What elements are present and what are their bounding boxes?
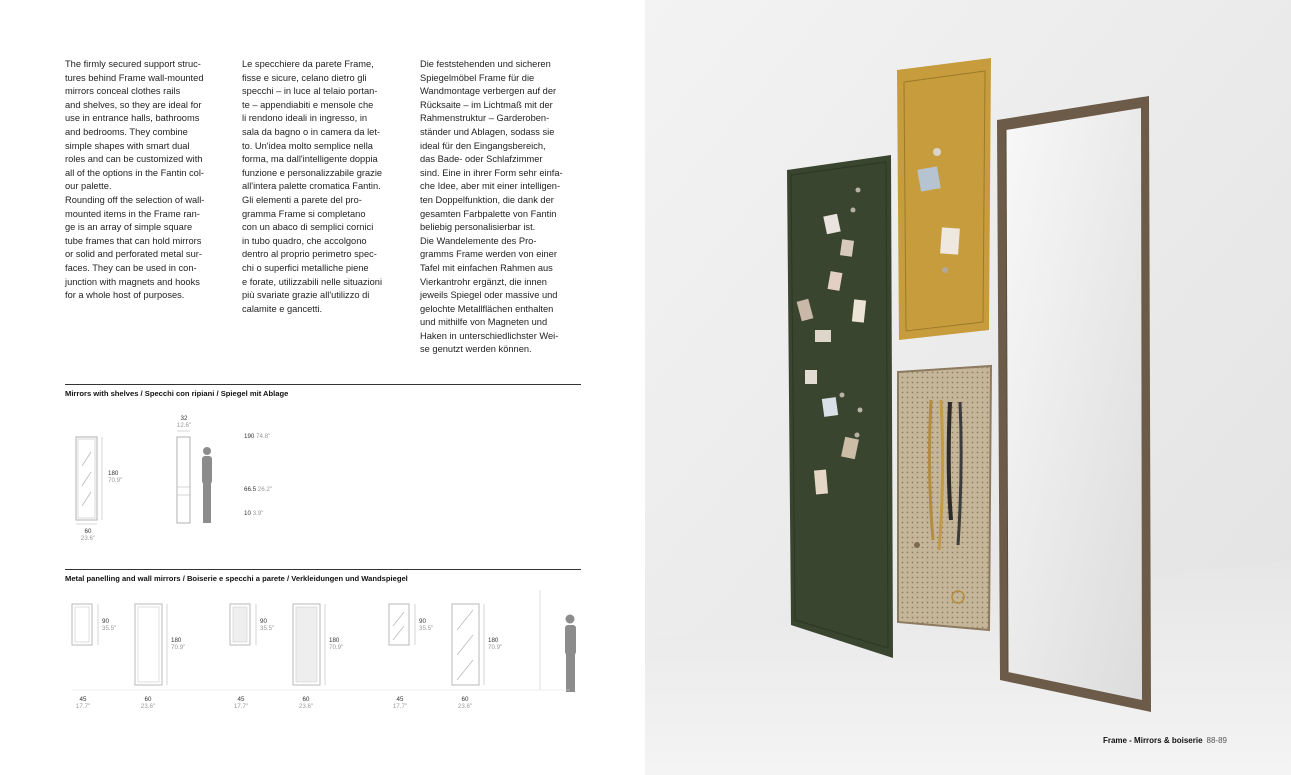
dim-tall-w-2: 60 23.6" <box>298 696 314 710</box>
text-german: Die feststehenden und sicheren Spiegelmöbel Frame für die Wandmontage verbergen auf der Rücksaite – im Lichtmaß mit der Rahmenstruktur – Garderoben- ständer und Ablagen, sodass sie ideal für den Eingangsbereich, das Bade- oder Schlafzimmer sind. Eine in ihrer Form sehr einfa- che Idee, aber mit einer intelligen- ten Doppelfunktion, die dank der gesamten Farbpalette von Fantin beliebig personalisierbar ist. Die Wandelemente des Pro- gramms Frame werden von einer Tafel mit einfachen Rahmen aus Vierkantrohr ergänzt, die innen jeweils Spiegel oder massive und gelochte Metallflächen enthalten und mithilfe von Magneten und Haken in unterschiedlichster Wei- se genutzt werden können. <box>420 59 563 355</box>
dim-small-h-2: 90 35.5" <box>260 618 275 632</box>
dim-small-w-3: 45 17.7" <box>392 696 408 710</box>
human-silhouette-icon <box>202 447 212 523</box>
text-english: The firmly secured support struc- tures behind Frame wall-mounted mirrors conceal clothes rails and shelves, so they are ideal for use in entrance halls, bathrooms and bedrooms. They combine simple shapes with smart dual roles and can be customized with all of the options in the Fantin col- our palette. Rounding off the selection of wall- mounted items in the Frame ran- ge is an array of simple square tube frames that can hold mirrors or solid and perforated metal sur- faces. They can be used in con- junction with magnets and hooks for a whole host of purposes. <box>65 59 205 301</box>
photo-illustration <box>645 0 1291 775</box>
human-silhouette-icon-2 <box>565 615 576 693</box>
dim-height: 180 70.9" <box>108 470 123 484</box>
dim-tall-w-1: 60 23.6" <box>140 696 156 710</box>
dim-tall-h-3: 180 70.9" <box>488 637 503 651</box>
dim-width: 60 23.6" <box>80 528 96 542</box>
page-footer: Frame - Mirrors & boiserie 88-89 <box>1102 736 1227 745</box>
section-rule-2 <box>65 569 581 570</box>
dim-small-h-3: 90 35.5" <box>419 618 434 632</box>
diagram-lines <box>0 0 645 775</box>
dim-depth: 32 12.6" <box>176 415 192 429</box>
dim-tall-h-1: 180 70.9" <box>171 637 186 651</box>
framed-mirror <box>997 96 1151 712</box>
dim-small-w-1: 45 17.7" <box>75 696 91 710</box>
text-italian: Le specchiere da parete Frame, fisse e sicure, celano dietro gli specchi – in luce al telaio portan- te – appendiabiti e mensole che li rendono ideali in ingresso, in sala da bagno o in camera da let- to. Un'idea molto semplice nella forma, ma dall'intelligente doppia funzione e personalizzabile grazie all'intera palette cromatica Fantin. Gli elementi a parete del pro- gramma Frame si completano con un abaco di semplici cornici in tubo quadro, che accolgono dentro al proprio perimetro spec- chi o superfici metalliche piene e forate, utilizzabili nelle situazioni più svariate grazie all'utilizzo di calamite e gancetti. <box>242 59 383 314</box>
green-board <box>787 155 893 658</box>
dim-small-h-1: 90 35.5" <box>102 618 117 632</box>
dim-small-w-2: 45 17.7" <box>233 696 249 710</box>
perforated-board <box>898 366 991 630</box>
dim-tall-h-2: 180 70.9" <box>329 637 344 651</box>
mustard-board <box>897 58 991 340</box>
section-title-mirrors-shelves: Mirrors with shelves / Specchi con ripiani / Spiegel mit Ablage <box>65 389 289 398</box>
left-page <box>0 0 645 775</box>
section-title-panelling: Metal panelling and wall mirrors / Boiserie e specchi a parete / Verkleidungen und Wandspiegel <box>65 574 408 583</box>
dim-665: 66.5 26.2" <box>244 486 273 493</box>
dim-190: 190 74.8" <box>244 433 271 440</box>
dim-10: 10 3.9" <box>244 510 264 517</box>
product-photo <box>645 0 1291 775</box>
dim-tall-w-3: 60 23.6" <box>457 696 473 710</box>
